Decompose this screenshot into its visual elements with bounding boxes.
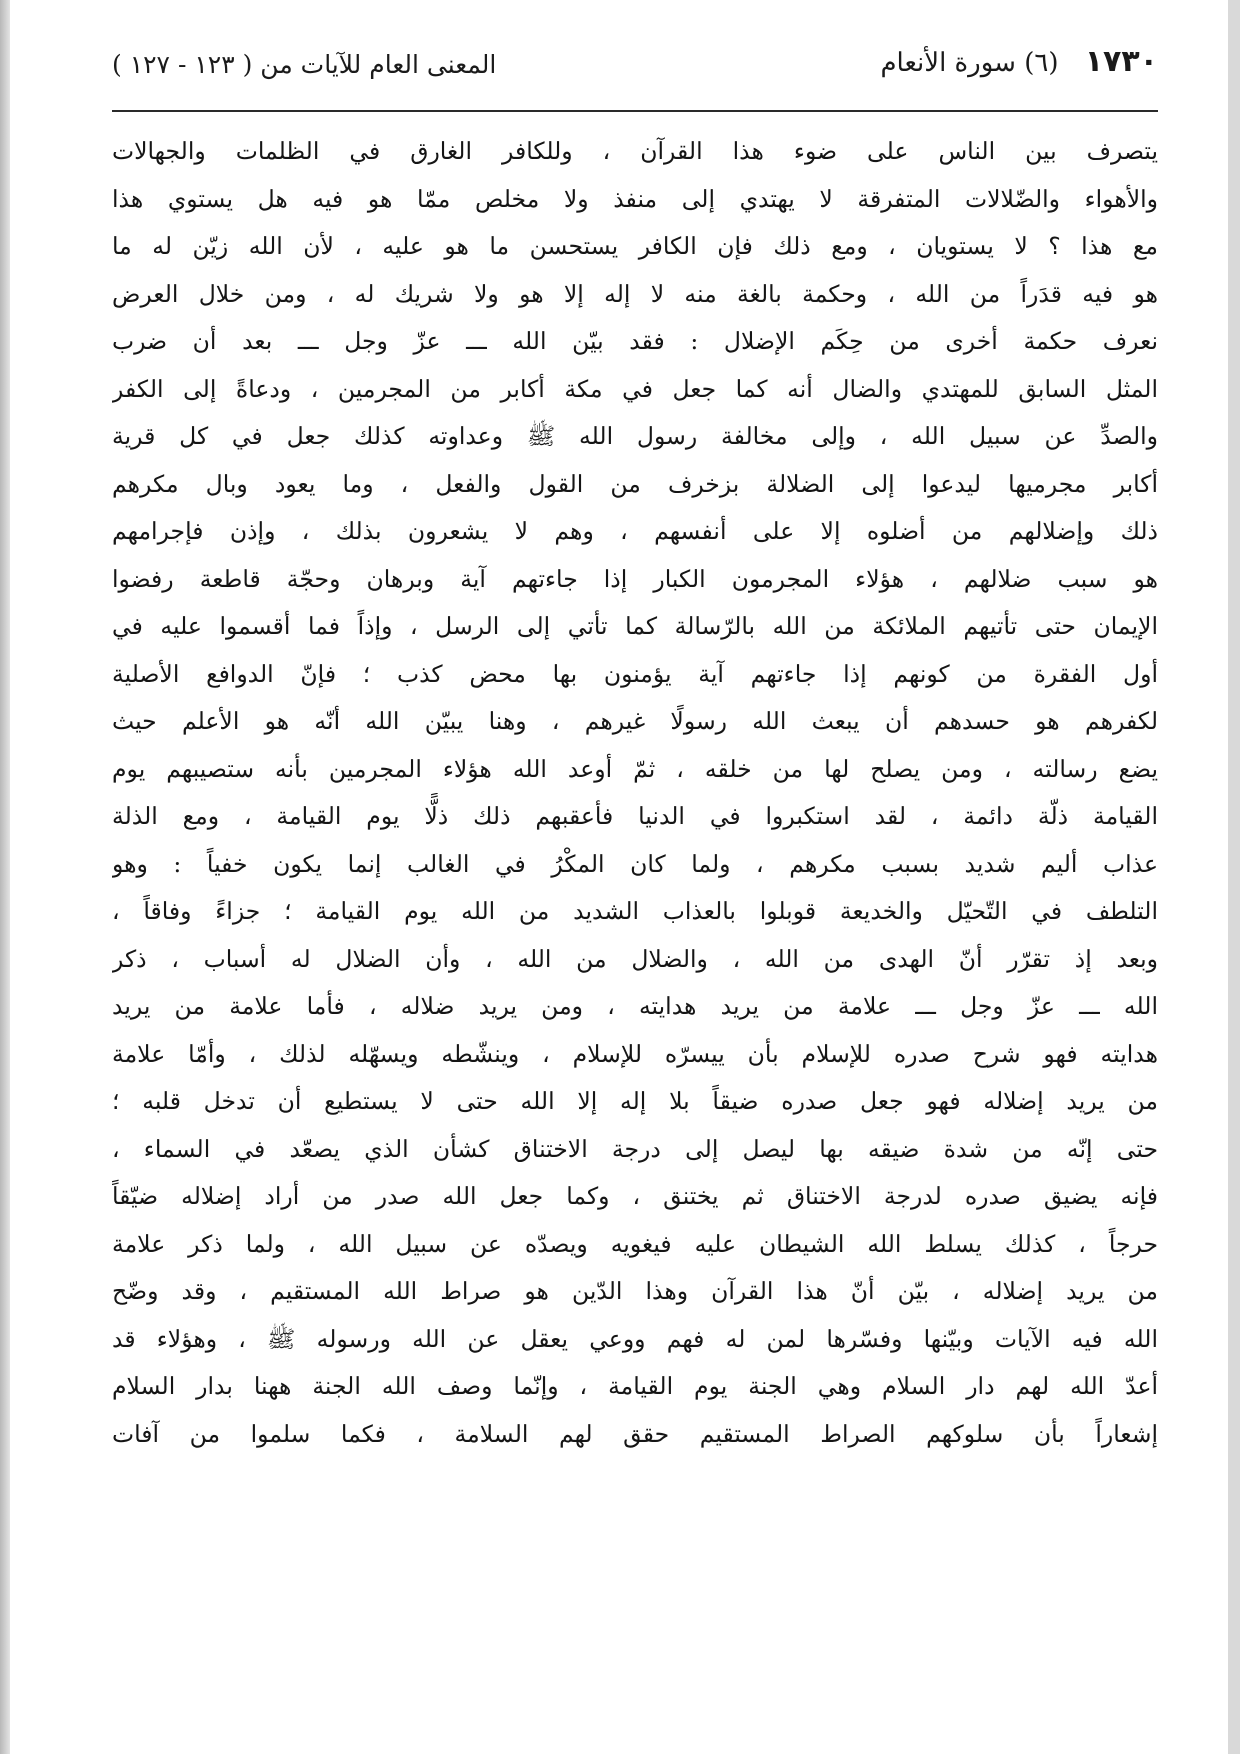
text-line: من يريد إضلاله ، بيّن أنّ هذا القرآن وهذا الدّين هو صراط الله المستقيم ، وقد وضّح: [112, 1277, 1158, 1305]
surah-name: (٦) سورة الأنعام: [880, 48, 1059, 78]
text-line: الإيمان حتى تأتيهم الملائكة من الله بالرّسالة كما تأتي إلى الرسل ، وإذاً فما أقسموا عليه في: [112, 612, 1158, 640]
text-line: أكابر مجرميها ليدعوا إلى الضلالة بزخرف من القول والفعل ، وما يعود وبال مكرهم: [112, 469, 1158, 498]
header-divider: [112, 110, 1158, 112]
header-right: [880, 44, 1158, 79]
text-line: وبعد إذ تقرّر أنّ الهدى من الله ، والضلال من الله ، وأن الضلال له أسباب ، ذكر: [112, 944, 1158, 973]
text-line: فإنه يضيق صدره لدرجة الاختناق ثم يختنق ، وكما جعل الله صدر من أراد إضلاله ضيّقاً: [112, 1182, 1158, 1210]
text-line: هو سبب ضلالهم ، هؤلاء المجرمون الكبار إذا جاءتهم آية وبرهان وحجّة قاطعة رفضوا: [112, 564, 1158, 593]
page-number: ١٧٣٠: [1084, 44, 1158, 79]
text-line: أعدّ الله لهم دار السلام وهي الجنة يوم القيامة ، وإنّما وصف الله الجنة ههنا بدار السلام: [112, 1372, 1158, 1400]
text-line: والصدِّ عن سبيل الله ، وإلى مخالفة رسول الله ﷺ وعداوته كذلك جعل في كل قرية: [112, 422, 1158, 450]
body-text: [112, 128, 1158, 1458]
text-line: حرجاً ، كذلك يسلط الله الشيطان عليه فيغويه ويصدّه عن سبيل الله ، ولما ذكر علامة: [112, 1229, 1158, 1258]
text-line: نعرف حكمة أخرى من حِكَم الإضلال : فقد بيّن الله ـــ عزّ وجل ـــ بعد أن ضرب: [112, 327, 1158, 355]
text-line: الله فيه الآيات وبيّنها وفسّرها لمن له فهم ووعي يعقل عن الله ورسوله ﷺ ، وهؤلاء قد: [112, 1324, 1158, 1353]
page-header: [112, 44, 1158, 104]
section-title: المعنى العام للآيات من ( ١٢٣ - ١٢٧ ): [112, 50, 497, 79]
text-line: هدايته فهو شرح صدره للإسلام بأن ييسرّه للإسلام ، وينشّطه ويسهّله لذلك ، وأمّا علامة: [112, 1039, 1158, 1068]
text-line: يضع رسالته ، ومن يصلح لها من خلقه ، ثمّ أوعد الله هؤلاء المجرمين بأنه ستصيبهم يوم: [112, 754, 1158, 783]
text-line: عذاب أليم شديد بسبب مكرهم ، ولما كان المكْرُ في الغالب إنما يكون خفياً : وهو: [112, 849, 1158, 878]
text-line: الله ـــ عزّ وجل ـــ علامة من يريد هدايته ، ومن يريد ضلاله ، فأما علامة من يريد: [112, 992, 1158, 1020]
text-line: والأهواء والضّلالات المتفرقة لا يهتدي إلى منفذ ولا مخلص ممّا هو فيه هل يستوي هذا: [112, 184, 1158, 213]
text-line: لكفرهم هو حسدهم أن يبعث الله رسولًا غيرهم ، وهنا يبيّن الله أنّه هو الأعلم حيث: [112, 707, 1158, 735]
text-line: المثل السابق للمهتدي والضال أنه كما جعل في مكة أكابر من المجرمين ، ودعاةً إلى الكفر: [112, 374, 1158, 403]
text-line: هو فيه قدَراً من الله ، وحكمة بالغة منه لا إله إلا هو ولا شريك له ، ومن خلال العرض: [112, 279, 1158, 308]
text-line: مع هذا ؟ لا يستويان ، ومع ذلك فإن الكافر يستحسن ما هو عليه ، لأن الله زيّن له ما: [112, 232, 1158, 260]
text-line: حتى إنّه من شدة ضيقه بها ليصل إلى درجة الاختناق كشأن الذي يصعّد في السماء ،: [112, 1134, 1158, 1163]
text-line: ذلك وإضلالهم من أضلوه إلا على أنفسهم ، وهم لا يشعرون بذلك ، وإذن فإجرامهم: [112, 517, 1158, 545]
text-line: القيامة ذلّة دائمة ، لقد استكبروا في الدنيا فأعقبهم ذلك ذلًّا يوم القيامة ، ومع الذلة: [112, 802, 1158, 830]
text-line: يتصرف بين الناس على ضوء هذا القرآن ، وللكافر الغارق في الظلمات والجهالات: [112, 137, 1158, 165]
text-line: التلطف في التّحيّل والخديعة قوبلوا بالعذاب الشديد من الله يوم القيامة ؛ جزاءً وفاقاً ،: [112, 897, 1158, 925]
text-line: أول الفقرة من كونهم إذا جاءتهم آية يؤمنون بها محض كذب ؛ فإنّ الدوافع الأصلية: [112, 659, 1158, 688]
text-line: إشعاراً بأن سلوكهم الصراط المستقيم حقق لهم السلامة ، فكما سلموا من آفات: [112, 1419, 1158, 1448]
text-line: من يريد إضلاله فهو جعل صدره ضيقاً بلا إله إلا الله حتى لا يستطيع أن تدخل قلبه ؛: [112, 1087, 1158, 1115]
scan-edge: [0, 0, 10, 1754]
